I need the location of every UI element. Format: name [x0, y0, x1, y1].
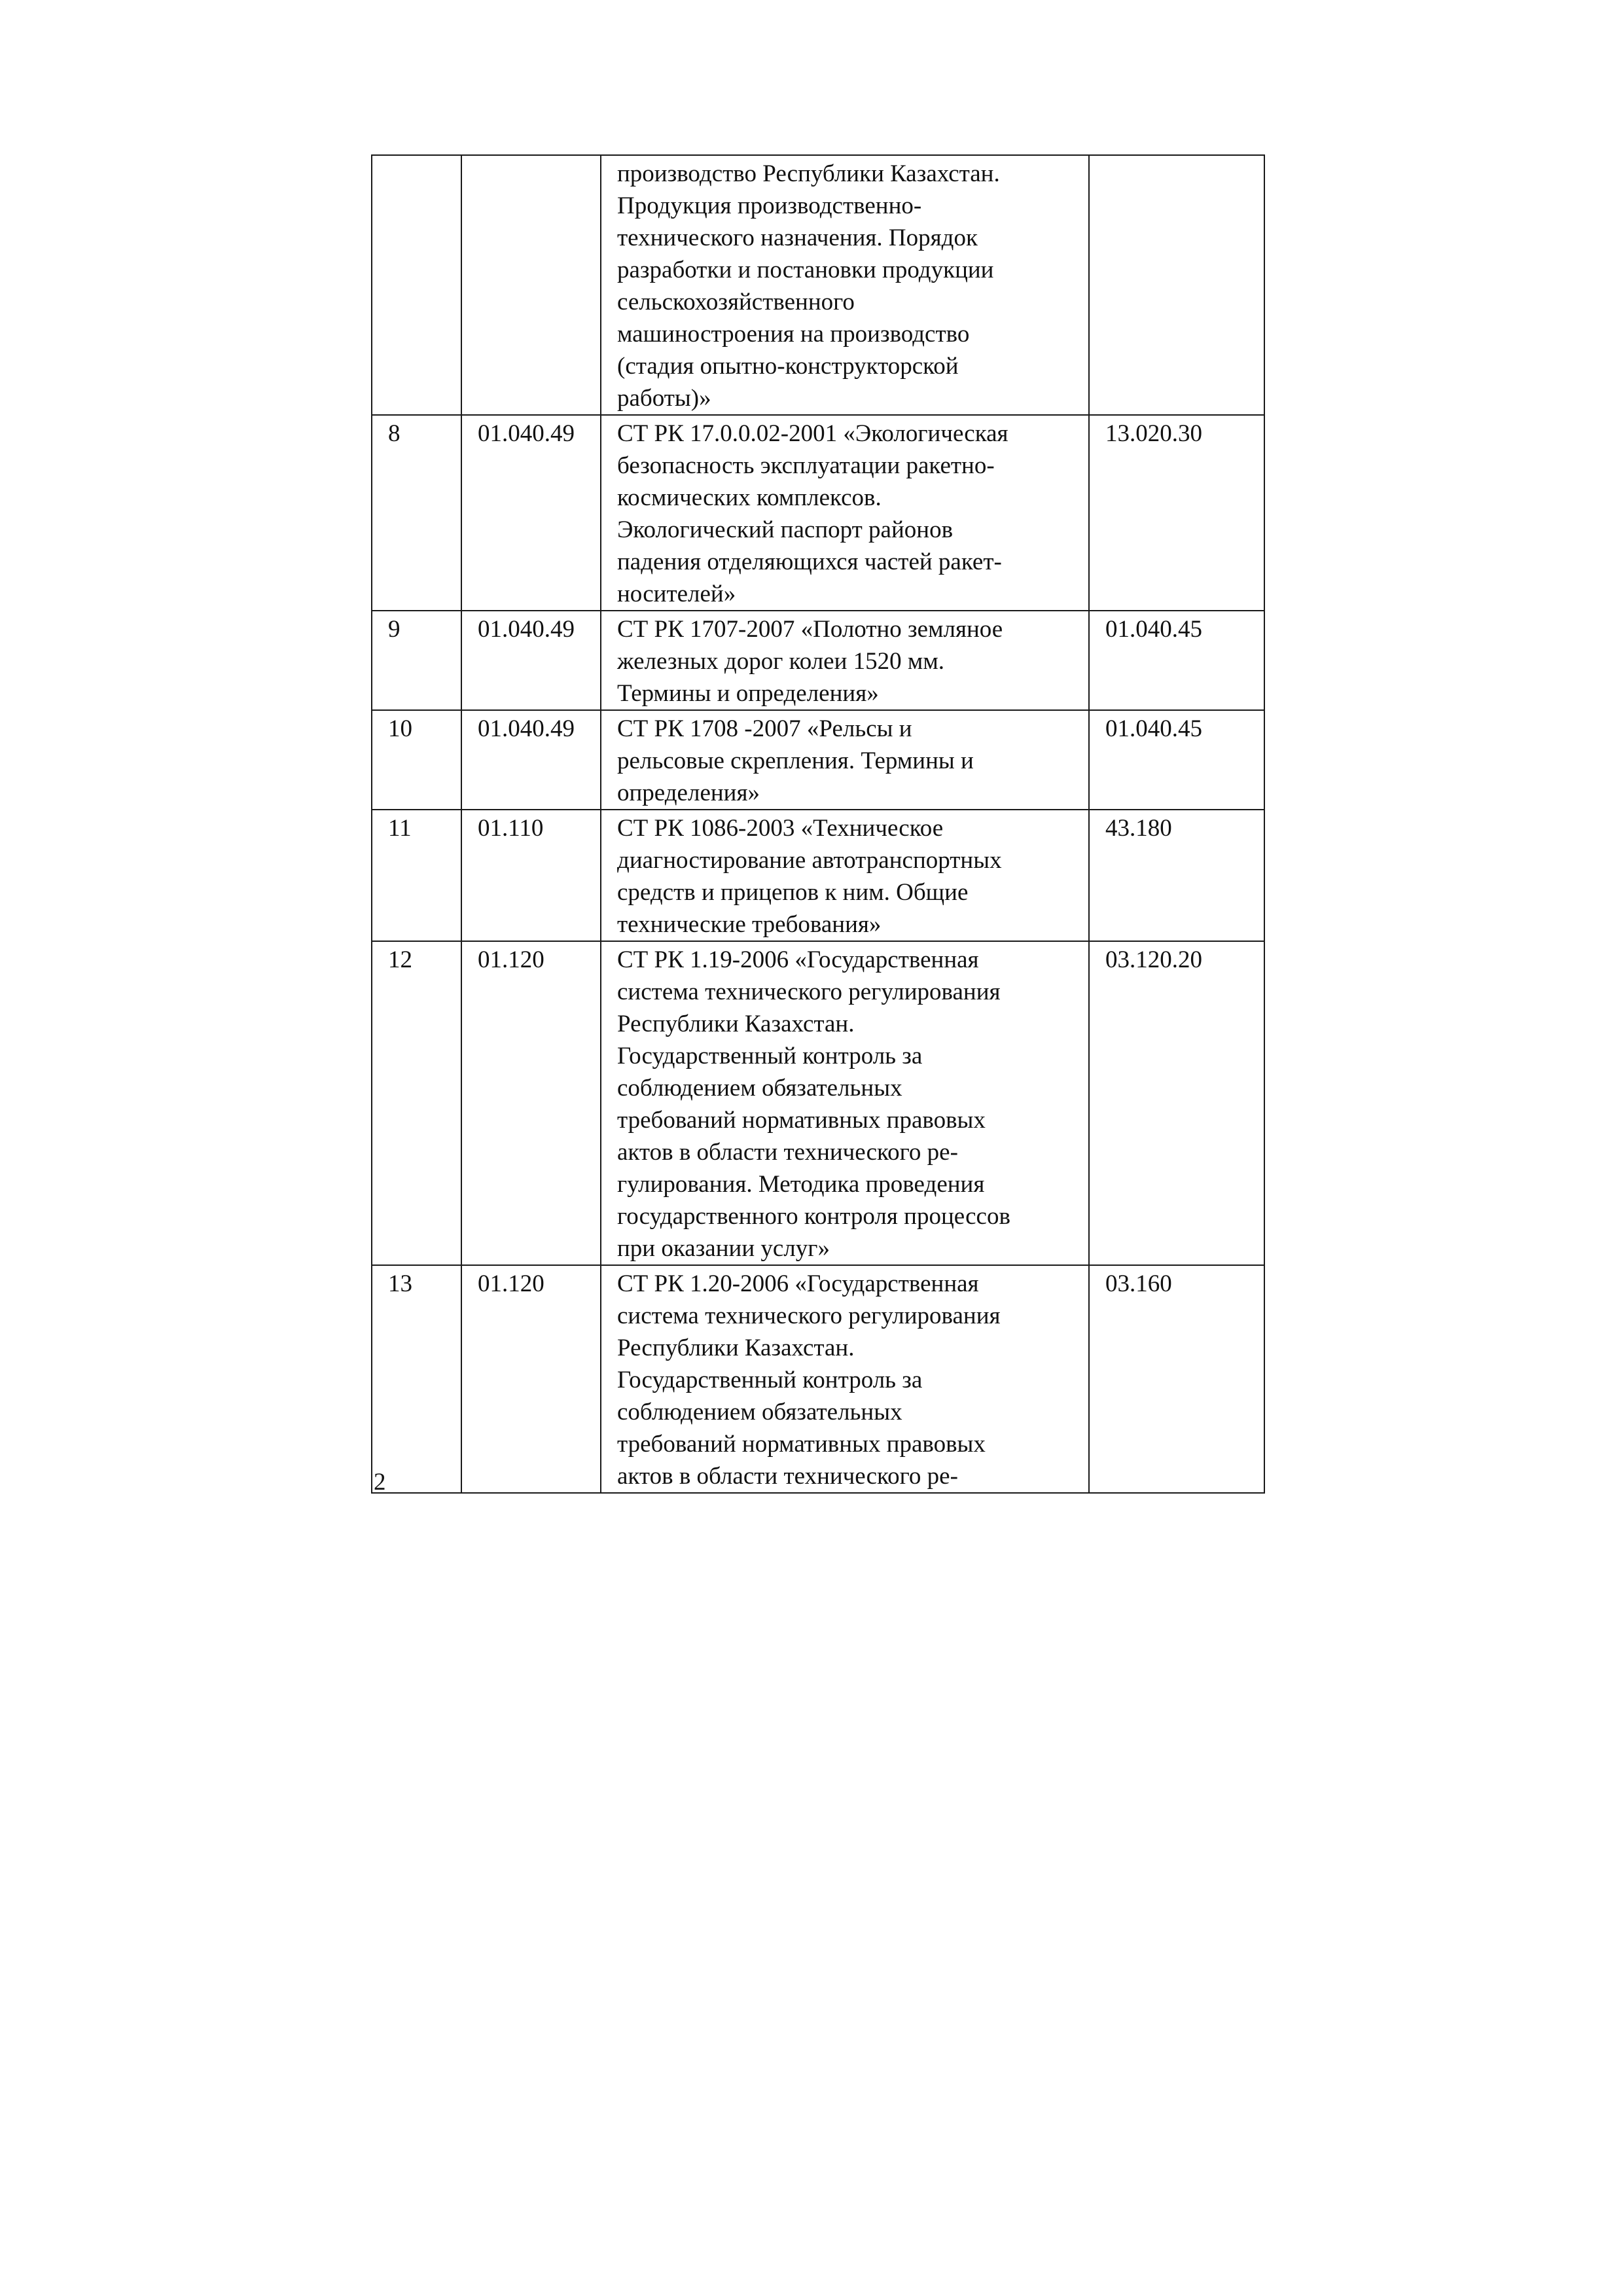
classifier-code-cell: 01.040.49 — [461, 611, 601, 710]
classifier-code-cell: 01.040.49 — [461, 415, 601, 611]
standard-title-cell: СТ РК 1.20-2006 «Государственная система технического регулирования Республики Казахстан. Государственный контроль за соблюдением обязательных требований нормативных правовых актов в области технического ре- — [601, 1265, 1089, 1493]
row-number-cell — [372, 155, 461, 415]
row-number-cell: 12 — [372, 941, 461, 1265]
classifier-code-cell: 01.120 — [461, 941, 601, 1265]
standards-table — [371, 154, 1265, 1494]
row-number-cell: 10 — [372, 710, 461, 810]
cross-reference-code-cell: 13.020.30 — [1089, 415, 1264, 611]
standard-title-cell: СТ РК 1708 -2007 «Рельсы и рельсовые скрепления. Термины и определения» — [601, 710, 1089, 810]
standard-title-cell: СТ РК 1.19-2006 «Государственная система технического регулирования Республики Казахстан. Государственный контроль за соблюдением обязательных требований нормативных правовых актов в области технического ре- гулирования. Методика проведения государственного контроля процессов при оказании услуг» — [601, 941, 1089, 1265]
row-number-cell: 9 — [372, 611, 461, 710]
page-number: 2 — [374, 1469, 386, 1496]
row-number-cell: 13 — [372, 1265, 461, 1493]
classifier-code-cell — [461, 155, 601, 415]
classifier-code-cell: 01.110 — [461, 810, 601, 941]
table-row — [372, 415, 1264, 611]
classifier-code-cell: 01.040.49 — [461, 710, 601, 810]
classifier-code-cell: 01.120 — [461, 1265, 601, 1493]
cross-reference-code-cell: 43.180 — [1089, 810, 1264, 941]
cross-reference-code-cell — [1089, 155, 1264, 415]
table-row — [372, 1265, 1264, 1493]
cross-reference-code-cell: 01.040.45 — [1089, 710, 1264, 810]
standard-title-cell: производство Республики Казахстан. Продукция производственно- технического назначения. Порядок разработки и постановки продукции сельскохозяйственного машиностроения на производство (стадия опытно-конструкторской работы)» — [601, 155, 1089, 415]
cross-reference-code-cell: 03.160 — [1089, 1265, 1264, 1493]
row-number-cell: 11 — [372, 810, 461, 941]
table-row — [372, 941, 1264, 1265]
standard-title-cell: СТ РК 1086-2003 «Техническое диагностирование автотранспортных средств и прицепов к ним. Общие технические требования» — [601, 810, 1089, 941]
table-row — [372, 155, 1264, 415]
standard-title-cell: СТ РК 1707-2007 «Полотно земляное железных дорог колеи 1520 мм. Термины и определения» — [601, 611, 1089, 710]
table-row — [372, 810, 1264, 941]
row-number-cell: 8 — [372, 415, 461, 611]
table-row — [372, 611, 1264, 710]
cross-reference-code-cell: 01.040.45 — [1089, 611, 1264, 710]
standard-title-cell: СТ РК 17.0.0.02-2001 «Экологическая безопасность эксплуатации ракетно- космических комплексов. Экологический паспорт районов падения отделяющихся частей ракет- носителей» — [601, 415, 1089, 611]
cross-reference-code-cell: 03.120.20 — [1089, 941, 1264, 1265]
table-row — [372, 710, 1264, 810]
